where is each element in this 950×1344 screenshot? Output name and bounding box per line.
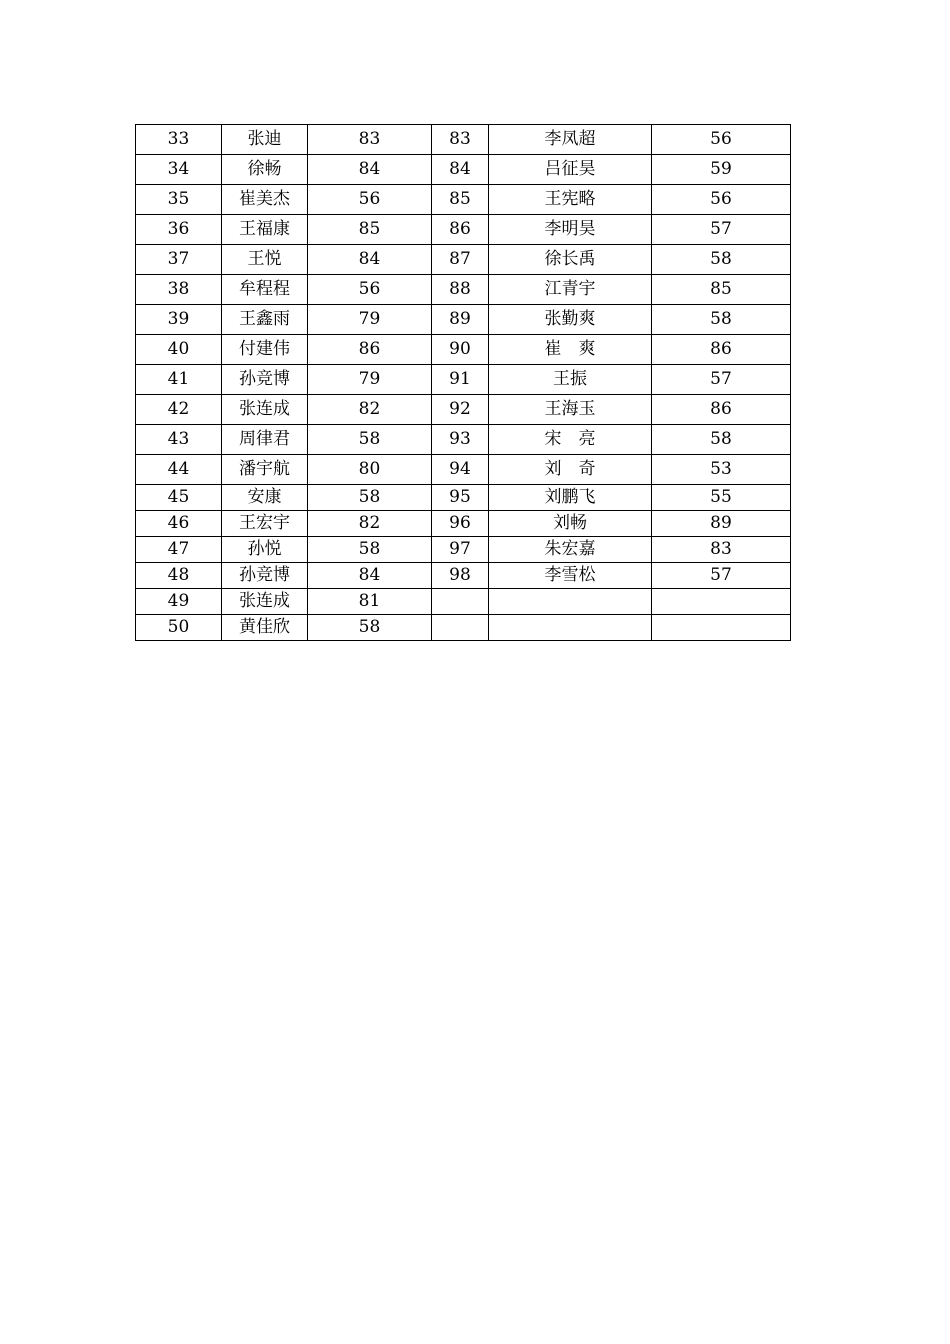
score-cell: 56 <box>308 185 432 215</box>
student-name-cell <box>489 589 652 615</box>
student-name-cell <box>489 615 652 641</box>
student-number-cell: 50 <box>136 615 222 641</box>
table-row <box>136 589 791 615</box>
table-row <box>136 455 791 485</box>
student-name-cell: 王悦 <box>222 245 308 275</box>
score-cell: 80 <box>308 455 432 485</box>
student-name-cell: 牟程程 <box>222 275 308 305</box>
score-cell: 82 <box>308 395 432 425</box>
student-name-cell: 刘 奇 <box>489 455 652 485</box>
student-name-cell: 崔美杰 <box>222 185 308 215</box>
student-number-cell: 35 <box>136 185 222 215</box>
student-name-cell: 李明昊 <box>489 215 652 245</box>
student-number-cell: 43 <box>136 425 222 455</box>
student-name-cell: 刘鹏飞 <box>489 485 652 511</box>
student-name-cell: 张勤爽 <box>489 305 652 335</box>
score-cell: 58 <box>652 245 791 275</box>
student-number-cell: 36 <box>136 215 222 245</box>
student-number-cell: 94 <box>432 455 489 485</box>
student-number-cell: 95 <box>432 485 489 511</box>
table-row <box>136 125 791 155</box>
student-number-cell: 98 <box>432 563 489 589</box>
student-number-cell <box>432 615 489 641</box>
table-row <box>136 245 791 275</box>
table-row <box>136 275 791 305</box>
score-cell: 58 <box>308 537 432 563</box>
score-cell: 79 <box>308 305 432 335</box>
score-cell: 58 <box>652 305 791 335</box>
student-name-cell: 潘宇航 <box>222 455 308 485</box>
table-row <box>136 335 791 365</box>
score-cell: 57 <box>652 563 791 589</box>
table-row <box>136 511 791 537</box>
student-number-cell: 34 <box>136 155 222 185</box>
table-row <box>136 615 791 641</box>
score-cell: 58 <box>652 425 791 455</box>
score-table <box>135 124 791 641</box>
score-cell: 84 <box>308 563 432 589</box>
student-name-cell: 黄佳欣 <box>222 615 308 641</box>
student-number-cell: 92 <box>432 395 489 425</box>
score-cell: 55 <box>652 485 791 511</box>
student-number-cell: 91 <box>432 365 489 395</box>
score-cell <box>652 589 791 615</box>
score-cell: 86 <box>308 335 432 365</box>
student-name-cell: 安康 <box>222 485 308 511</box>
score-cell: 84 <box>308 245 432 275</box>
score-table-body <box>136 125 791 641</box>
student-number-cell: 93 <box>432 425 489 455</box>
score-cell: 58 <box>308 615 432 641</box>
student-number-cell: 37 <box>136 245 222 275</box>
student-name-cell: 孙竞博 <box>222 365 308 395</box>
student-number-cell: 39 <box>136 305 222 335</box>
student-number-cell: 84 <box>432 155 489 185</box>
score-cell: 84 <box>308 155 432 185</box>
score-cell: 86 <box>652 395 791 425</box>
student-name-cell: 付建伟 <box>222 335 308 365</box>
student-name-cell: 张迪 <box>222 125 308 155</box>
score-cell: 82 <box>308 511 432 537</box>
table-row <box>136 425 791 455</box>
student-name-cell: 王振 <box>489 365 652 395</box>
table-row <box>136 155 791 185</box>
student-name-cell: 朱宏嘉 <box>489 537 652 563</box>
student-number-cell: 49 <box>136 589 222 615</box>
student-name-cell: 张连成 <box>222 589 308 615</box>
student-name-cell: 王宏宇 <box>222 511 308 537</box>
student-name-cell: 王宪略 <box>489 185 652 215</box>
table-row <box>136 563 791 589</box>
student-name-cell: 孙悦 <box>222 537 308 563</box>
student-name-cell: 王福康 <box>222 215 308 245</box>
table-row <box>136 395 791 425</box>
student-number-cell: 45 <box>136 485 222 511</box>
score-cell: 56 <box>652 125 791 155</box>
score-cell: 58 <box>308 485 432 511</box>
student-name-cell: 江青宇 <box>489 275 652 305</box>
student-name-cell: 徐长禹 <box>489 245 652 275</box>
score-cell: 83 <box>652 537 791 563</box>
score-cell: 85 <box>308 215 432 245</box>
student-name-cell: 徐畅 <box>222 155 308 185</box>
student-number-cell: 47 <box>136 537 222 563</box>
student-name-cell: 王海玉 <box>489 395 652 425</box>
score-cell: 56 <box>652 185 791 215</box>
student-name-cell: 崔 爽 <box>489 335 652 365</box>
student-number-cell: 42 <box>136 395 222 425</box>
student-number-cell: 87 <box>432 245 489 275</box>
score-cell: 83 <box>308 125 432 155</box>
student-name-cell: 孙竞博 <box>222 563 308 589</box>
score-cell <box>652 615 791 641</box>
table-row <box>136 185 791 215</box>
student-number-cell: 41 <box>136 365 222 395</box>
student-name-cell: 王鑫雨 <box>222 305 308 335</box>
student-number-cell: 89 <box>432 305 489 335</box>
student-name-cell: 李雪松 <box>489 563 652 589</box>
score-cell: 57 <box>652 215 791 245</box>
student-name-cell: 吕征昊 <box>489 155 652 185</box>
score-cell: 89 <box>652 511 791 537</box>
student-number-cell: 48 <box>136 563 222 589</box>
score-cell: 59 <box>652 155 791 185</box>
student-number-cell: 88 <box>432 275 489 305</box>
student-number-cell: 90 <box>432 335 489 365</box>
student-name-cell: 李凤超 <box>489 125 652 155</box>
table-row <box>136 537 791 563</box>
score-cell: 86 <box>652 335 791 365</box>
student-name-cell: 张连成 <box>222 395 308 425</box>
student-number-cell: 46 <box>136 511 222 537</box>
student-name-cell: 宋 亮 <box>489 425 652 455</box>
student-number-cell: 86 <box>432 215 489 245</box>
table-row <box>136 215 791 245</box>
score-cell: 57 <box>652 365 791 395</box>
table-row <box>136 305 791 335</box>
student-number-cell: 97 <box>432 537 489 563</box>
student-number-cell: 85 <box>432 185 489 215</box>
student-number-cell: 83 <box>432 125 489 155</box>
score-cell: 81 <box>308 589 432 615</box>
student-number-cell: 44 <box>136 455 222 485</box>
student-number-cell: 96 <box>432 511 489 537</box>
student-number-cell <box>432 589 489 615</box>
student-number-cell: 38 <box>136 275 222 305</box>
score-cell: 53 <box>652 455 791 485</box>
table-row <box>136 485 791 511</box>
score-cell: 79 <box>308 365 432 395</box>
student-number-cell: 40 <box>136 335 222 365</box>
student-name-cell: 周律君 <box>222 425 308 455</box>
score-cell: 58 <box>308 425 432 455</box>
student-number-cell: 33 <box>136 125 222 155</box>
student-name-cell: 刘畅 <box>489 511 652 537</box>
table-row <box>136 365 791 395</box>
score-cell: 85 <box>652 275 791 305</box>
score-cell: 56 <box>308 275 432 305</box>
